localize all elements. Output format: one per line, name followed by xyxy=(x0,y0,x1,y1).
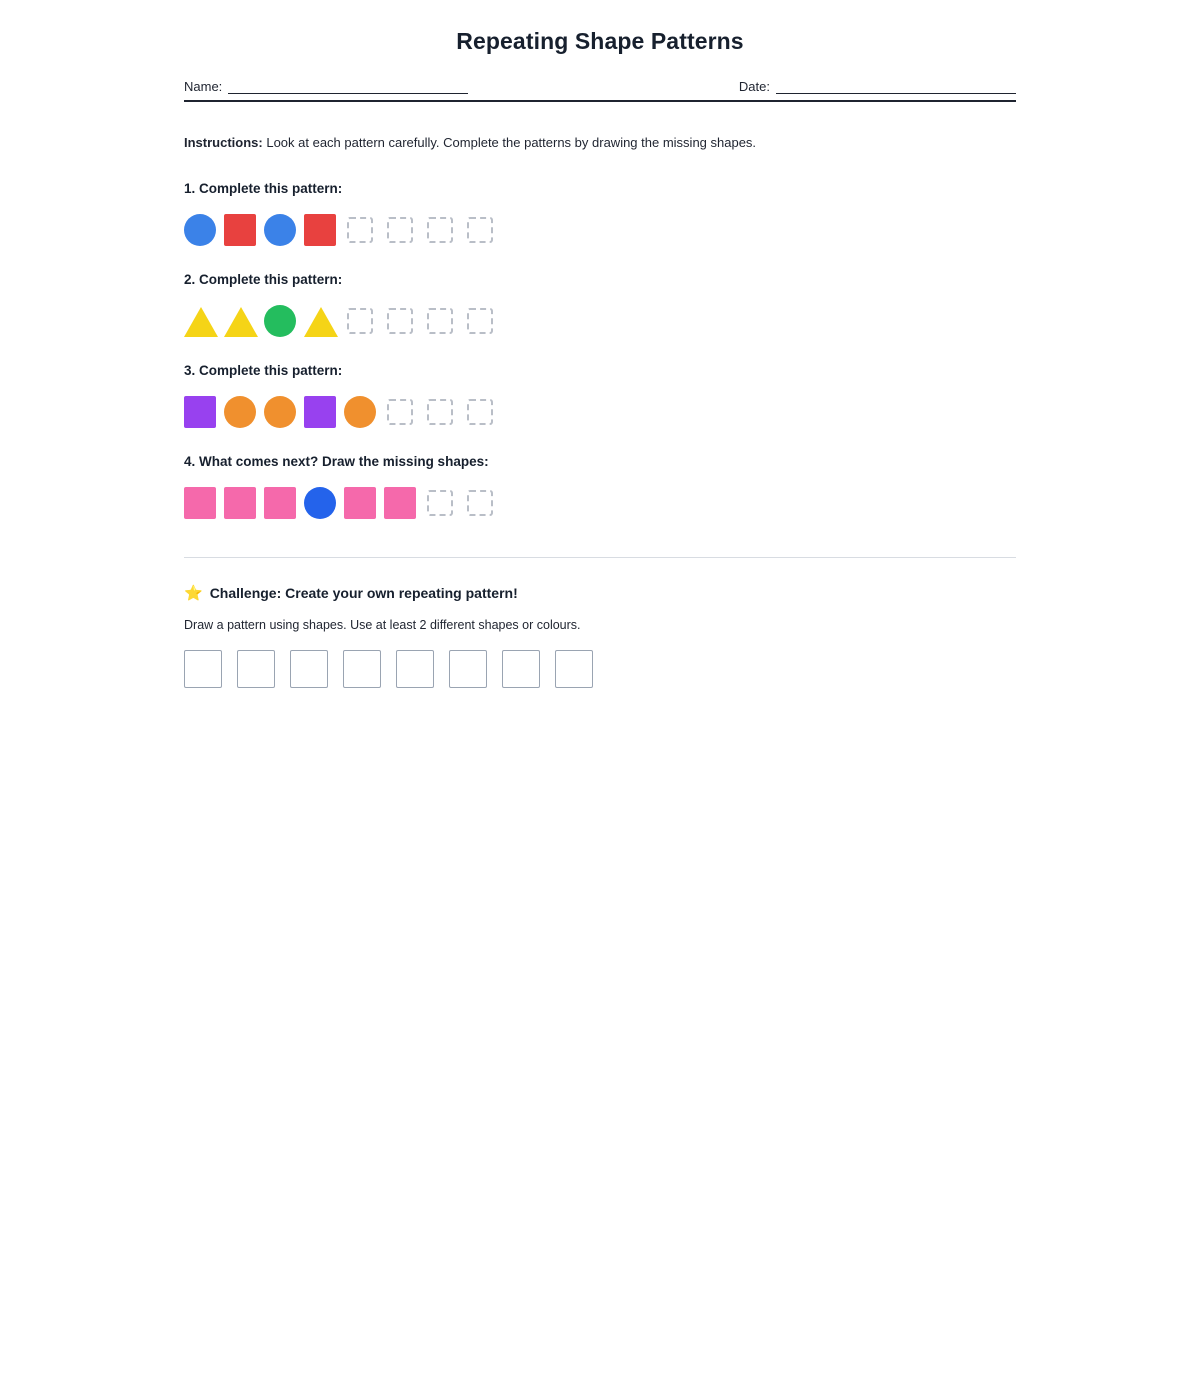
circle-shape-icon xyxy=(344,396,376,428)
challenge-description: Draw a pattern using shapes. Use at least 2 different shapes or colours. xyxy=(184,617,581,632)
blank-answer-box[interactable] xyxy=(464,396,496,428)
pattern-row xyxy=(184,483,1016,523)
section-divider xyxy=(184,557,1016,558)
pattern-square xyxy=(384,487,416,519)
challenge-draw-box[interactable] xyxy=(449,650,487,688)
instructions xyxy=(184,134,1016,153)
challenge-draw-box[interactable] xyxy=(237,650,275,688)
triangle-shape-icon xyxy=(224,307,258,337)
square-shape-icon xyxy=(184,396,216,428)
question-1 xyxy=(184,181,1016,250)
blank-answer-box[interactable] xyxy=(384,305,416,337)
question-label: 3. Complete this pattern: xyxy=(184,362,343,378)
pattern-circle xyxy=(344,396,376,428)
blank-answer-box[interactable] xyxy=(464,305,496,337)
blank-answer-box[interactable] xyxy=(344,305,376,337)
pattern-triangle xyxy=(224,305,256,337)
date-writing-line[interactable] xyxy=(776,81,1016,94)
dashed-blank-icon[interactable] xyxy=(387,217,413,243)
challenge-draw-row xyxy=(184,650,1016,688)
pattern-circle xyxy=(184,214,216,246)
pattern-row xyxy=(184,301,1016,341)
dashed-blank-icon[interactable] xyxy=(427,308,453,334)
challenge-title-text: Challenge: Create your own repeating pattern! xyxy=(209,584,518,601)
square-shape-icon xyxy=(304,214,336,246)
pattern-circle xyxy=(224,396,256,428)
dashed-blank-icon[interactable] xyxy=(467,490,493,516)
pattern-circle xyxy=(264,305,296,337)
dashed-blank-icon[interactable] xyxy=(467,308,493,334)
dashed-blank-icon[interactable] xyxy=(427,217,453,243)
blank-answer-box[interactable] xyxy=(424,396,456,428)
dashed-blank-icon[interactable] xyxy=(467,217,493,243)
page-title: Repeating Shape Patterns xyxy=(456,28,744,54)
challenge-draw-box[interactable] xyxy=(184,650,222,688)
pattern-triangle xyxy=(304,305,336,337)
challenge-draw-box[interactable] xyxy=(343,650,381,688)
blank-answer-box[interactable] xyxy=(464,214,496,246)
square-shape-icon xyxy=(224,214,256,246)
square-shape-icon xyxy=(304,396,336,428)
blank-answer-box[interactable] xyxy=(384,396,416,428)
pattern-square xyxy=(344,487,376,519)
pattern-row xyxy=(184,392,1016,432)
square-shape-icon xyxy=(264,487,296,519)
question-label: 1. Complete this pattern: xyxy=(184,180,343,196)
blank-answer-box[interactable] xyxy=(344,214,376,246)
pattern-circle xyxy=(264,396,296,428)
challenge-draw-box[interactable] xyxy=(396,650,434,688)
challenge-draw-box[interactable] xyxy=(555,650,593,688)
name-field[interactable] xyxy=(184,79,468,94)
pattern-square xyxy=(264,487,296,519)
circle-shape-icon xyxy=(264,396,296,428)
pattern-square xyxy=(304,396,336,428)
pattern-circle xyxy=(304,487,336,519)
circle-shape-icon xyxy=(304,487,336,519)
dashed-blank-icon[interactable] xyxy=(387,399,413,425)
dashed-blank-icon[interactable] xyxy=(347,308,373,334)
pattern-square xyxy=(184,396,216,428)
triangle-shape-icon xyxy=(304,307,338,337)
dashed-blank-icon[interactable] xyxy=(467,399,493,425)
questions-list xyxy=(184,181,1016,523)
pattern-row xyxy=(184,210,1016,250)
challenge-heading xyxy=(184,584,1016,602)
square-shape-icon xyxy=(384,487,416,519)
dashed-blank-icon[interactable] xyxy=(387,308,413,334)
blank-answer-box[interactable] xyxy=(384,214,416,246)
challenge-draw-box[interactable] xyxy=(502,650,540,688)
circle-shape-icon xyxy=(264,305,296,337)
question-4 xyxy=(184,454,1016,523)
instructions-label: Instructions: xyxy=(184,135,263,150)
question-label: 2. Complete this pattern: xyxy=(184,271,343,287)
triangle-shape-icon xyxy=(184,307,218,337)
name-date-row xyxy=(184,79,1016,102)
circle-shape-icon xyxy=(224,396,256,428)
pattern-square xyxy=(224,214,256,246)
date-label: Date: xyxy=(738,79,770,94)
question-2 xyxy=(184,272,1016,341)
pattern-circle xyxy=(264,214,296,246)
dashed-blank-icon[interactable] xyxy=(427,490,453,516)
pattern-square xyxy=(224,487,256,519)
pattern-triangle xyxy=(184,305,216,337)
blank-answer-box[interactable] xyxy=(464,487,496,519)
pattern-square xyxy=(184,487,216,519)
name-writing-line[interactable] xyxy=(228,81,468,94)
square-shape-icon xyxy=(344,487,376,519)
dashed-blank-icon[interactable] xyxy=(347,217,373,243)
star-icon: ⭐ xyxy=(184,584,203,602)
instructions-text: Look at each pattern carefully. Complete the patterns by drawing the missing shapes. xyxy=(262,135,757,150)
dashed-blank-icon[interactable] xyxy=(427,399,453,425)
circle-shape-icon xyxy=(264,214,296,246)
circle-shape-icon xyxy=(184,214,216,246)
question-3 xyxy=(184,363,1016,432)
blank-answer-box[interactable] xyxy=(424,487,456,519)
square-shape-icon xyxy=(224,487,256,519)
square-shape-icon xyxy=(184,487,216,519)
date-field[interactable] xyxy=(739,79,1016,94)
challenge-draw-box[interactable] xyxy=(290,650,328,688)
blank-answer-box[interactable] xyxy=(424,214,456,246)
question-label: 4. What comes next? Draw the missing shapes: xyxy=(184,453,489,469)
blank-answer-box[interactable] xyxy=(424,305,456,337)
name-label: Name: xyxy=(184,79,223,94)
worksheet xyxy=(0,0,1200,688)
pattern-square xyxy=(304,214,336,246)
